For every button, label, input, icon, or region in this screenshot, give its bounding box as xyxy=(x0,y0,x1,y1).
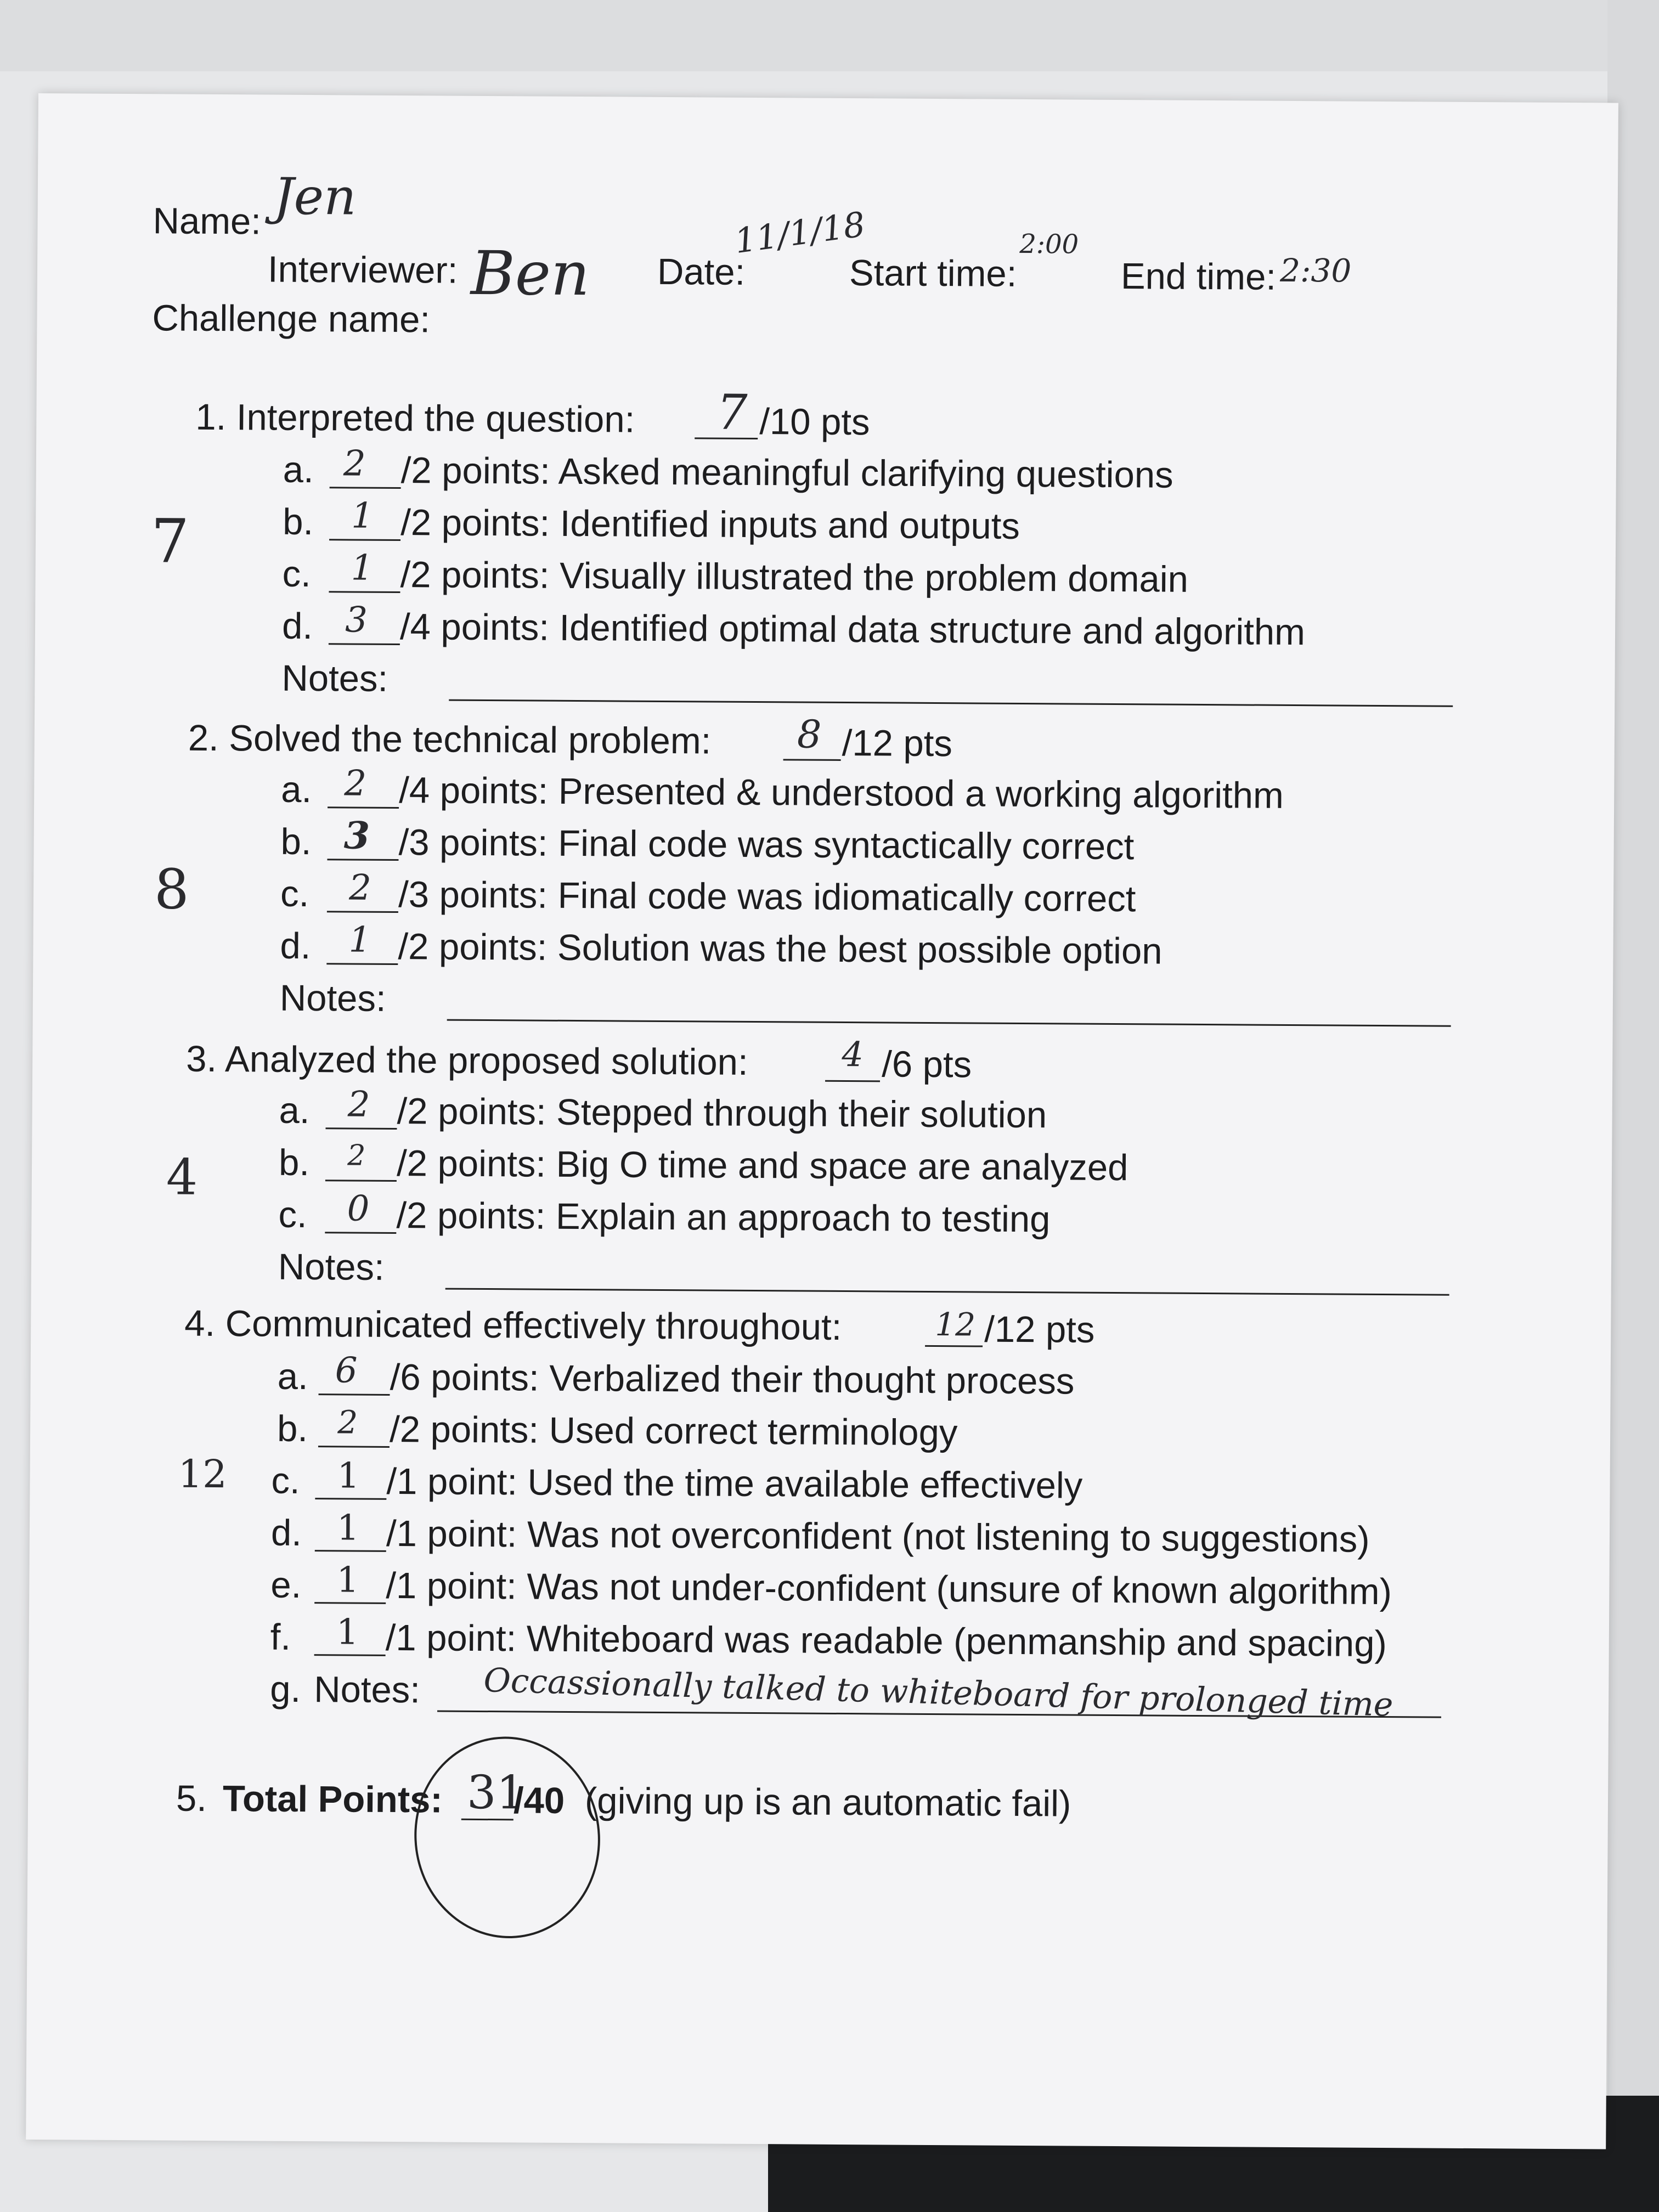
total-max: /40 xyxy=(513,1780,565,1821)
section-1-heading: 1. Interpreted the question: xyxy=(195,396,635,441)
item-1d-text: /4 points: Identified optimal data structure and algorithm xyxy=(399,606,1306,653)
item-4f-text: /1 point: Whiteboard was readable (penmanship and spacing) xyxy=(385,1617,1387,1665)
item-3c-score: 0 xyxy=(347,1188,370,1229)
item-2a-line xyxy=(328,806,399,809)
section-4-max: /12 pts xyxy=(984,1308,1095,1351)
item-4b-letter: b. xyxy=(276,1408,308,1450)
item-3d-notes-label: Notes: xyxy=(278,1246,385,1288)
item-1a-score: 2 xyxy=(343,443,366,484)
item-3c-letter: c. xyxy=(278,1194,307,1236)
item-4f-letter: f. xyxy=(270,1616,291,1658)
section-3-score: 4 xyxy=(842,1034,864,1075)
item-1a-line xyxy=(330,487,401,489)
item-4b-line xyxy=(318,1446,390,1448)
item-1b-text: /2 points: Identified inputs and outputs xyxy=(400,502,1020,547)
rubric-sheet xyxy=(26,93,1618,2149)
item-2a-text: /4 points: Presented & understood a working algorithm xyxy=(399,770,1284,816)
date-label: Date: xyxy=(657,251,746,293)
item-4a-line xyxy=(319,1393,390,1396)
item-2c-letter: c. xyxy=(280,873,309,915)
item-1a-letter: a. xyxy=(283,449,314,491)
section-4-heading: 4. Communicated effectively throughout: xyxy=(184,1302,842,1348)
item-2c-score: 2 xyxy=(348,867,372,909)
total-label: Total Points: xyxy=(222,1778,443,1821)
end-time-label: End time: xyxy=(1120,256,1277,298)
item-3a-line xyxy=(325,1127,397,1130)
item-2d-letter: d. xyxy=(280,925,311,967)
section-4-score-line xyxy=(925,1345,983,1347)
section-2-heading: 2. Solved the technical problem: xyxy=(188,717,712,762)
total-score-circle xyxy=(402,1725,613,1950)
total-prefix: 5. xyxy=(176,1778,207,1819)
start-time-value: 2:00 xyxy=(1019,228,1079,260)
item-4c-text: /1 point: Used the time available effectively xyxy=(386,1460,1083,1506)
total-score: 31 xyxy=(466,1765,526,1820)
section-2-margin-score: 8 xyxy=(154,857,190,922)
section-3-margin-score: 4 xyxy=(166,1148,198,1206)
item-4f-line xyxy=(314,1654,386,1656)
item-3a-letter: a. xyxy=(279,1090,310,1132)
item-2b-line xyxy=(327,859,398,861)
start-time-label: Start time: xyxy=(849,252,1017,295)
end-time-value: 2:30 xyxy=(1279,251,1352,290)
item-2d-line xyxy=(326,963,398,965)
item-4c-line xyxy=(315,1498,386,1500)
interviewer-value: Ben xyxy=(470,238,590,309)
background-wall xyxy=(0,0,1659,71)
item-4b-text: /2 points: Used correct terminology xyxy=(389,1408,958,1454)
item-2a-letter: a. xyxy=(281,769,312,811)
item-3b-text: /2 points: Big O time and space are analyzed xyxy=(396,1143,1128,1189)
item-2b-text: /3 points: Final code was syntactically correct xyxy=(398,822,1135,868)
name-value: Jen xyxy=(273,167,357,227)
item-2e-notes-label: Notes: xyxy=(279,977,386,1019)
item-4e-score: 1 xyxy=(336,1560,359,1601)
item-4a-score: 6 xyxy=(335,1350,358,1391)
challenge-name-label: Challenge name: xyxy=(152,297,431,341)
item-4g-notes-label: Notes: xyxy=(314,1669,421,1711)
item-1b-score: 1 xyxy=(351,495,374,537)
item-1c-letter: c. xyxy=(282,553,312,595)
item-4a-letter: a. xyxy=(277,1356,308,1398)
interviewer-label: Interviewer: xyxy=(267,249,458,291)
section-2-score-line xyxy=(783,759,841,761)
item-1d-score: 3 xyxy=(345,600,368,641)
item-2c-line xyxy=(327,911,398,913)
item-4e-letter: e. xyxy=(270,1564,302,1606)
item-4e-text: /1 point: Was not under-confident (unsure of known algorithm) xyxy=(386,1565,1392,1613)
item-4c-letter: c. xyxy=(271,1460,300,1502)
section-3-max: /6 pts xyxy=(881,1043,972,1086)
item-1c-text: /2 points: Visually illustrated the problem domain xyxy=(400,554,1189,600)
item-2b-letter: b. xyxy=(280,821,312,863)
item-1d-line xyxy=(329,643,400,645)
section-4-score: 12 xyxy=(935,1306,976,1344)
item-4d-score: 1 xyxy=(336,1508,359,1549)
item-3a-text: /2 points: Stepped through their solution xyxy=(397,1091,1047,1136)
section-1-margin-score: 7 xyxy=(150,506,190,577)
item-3b-letter: b. xyxy=(278,1142,310,1184)
item-4d-text: /1 point: Was not overconfident (not listening to suggestions) xyxy=(386,1513,1370,1560)
name-label: Name: xyxy=(153,200,262,242)
item-4c-score: 1 xyxy=(337,1455,360,1497)
item-2c-text: /3 points: Final code was idiomatically correct xyxy=(398,874,1136,920)
section-3-heading: 3. Analyzed the proposed solution: xyxy=(186,1038,748,1083)
item-4f-score: 1 xyxy=(336,1612,359,1653)
section-4-margin-score: 12 xyxy=(178,1451,227,1497)
item-2a-score: 2 xyxy=(344,763,367,804)
notes-4-handwritten: Occassionally talked to whiteboard for prolonged time xyxy=(483,1661,1394,1724)
total-note: (giving up is an automatic fail) xyxy=(584,1780,1071,1825)
item-1c-line xyxy=(329,591,400,593)
section-1-max: /10 pts xyxy=(759,401,870,443)
item-1e-notes-label: Notes: xyxy=(281,657,388,699)
item-2d-score: 1 xyxy=(348,919,371,961)
item-4b-score: 2 xyxy=(337,1403,358,1441)
item-3a-score: 2 xyxy=(347,1084,370,1125)
section-2-max: /12 pts xyxy=(842,722,953,765)
notes-2-line xyxy=(447,1019,1451,1027)
section-1-score: 7 xyxy=(716,383,748,441)
item-3b-line xyxy=(325,1180,397,1182)
section-2-score: 8 xyxy=(797,712,822,757)
item-3c-text: /2 points: Explain an approach to testing xyxy=(396,1195,1051,1240)
item-4d-letter: d. xyxy=(270,1512,302,1554)
item-4a-text: /6 points: Verbalized their thought process xyxy=(390,1356,1075,1402)
item-3b-score: 2 xyxy=(347,1139,366,1172)
item-1d-letter: d. xyxy=(281,605,313,647)
item-1b-line xyxy=(329,539,400,541)
section-3-score-line xyxy=(825,1080,880,1082)
item-2d-text: /2 points: Solution was the best possible option xyxy=(398,926,1163,972)
item-1b-letter: b. xyxy=(283,501,314,543)
item-3c-line xyxy=(325,1232,396,1234)
date-value: 11/1/18 xyxy=(732,204,868,262)
item-4e-line xyxy=(314,1602,386,1604)
item-4d-line xyxy=(315,1550,386,1552)
item-4g-letter: g. xyxy=(270,1668,301,1710)
notes-3-line xyxy=(445,1288,1449,1296)
item-2b-score: 3 xyxy=(343,814,370,858)
item-1c-score: 1 xyxy=(351,548,374,589)
notes-1-line xyxy=(449,699,1453,707)
item-1a-text: /2 points: Asked meaningful clarifying questions xyxy=(400,450,1173,496)
